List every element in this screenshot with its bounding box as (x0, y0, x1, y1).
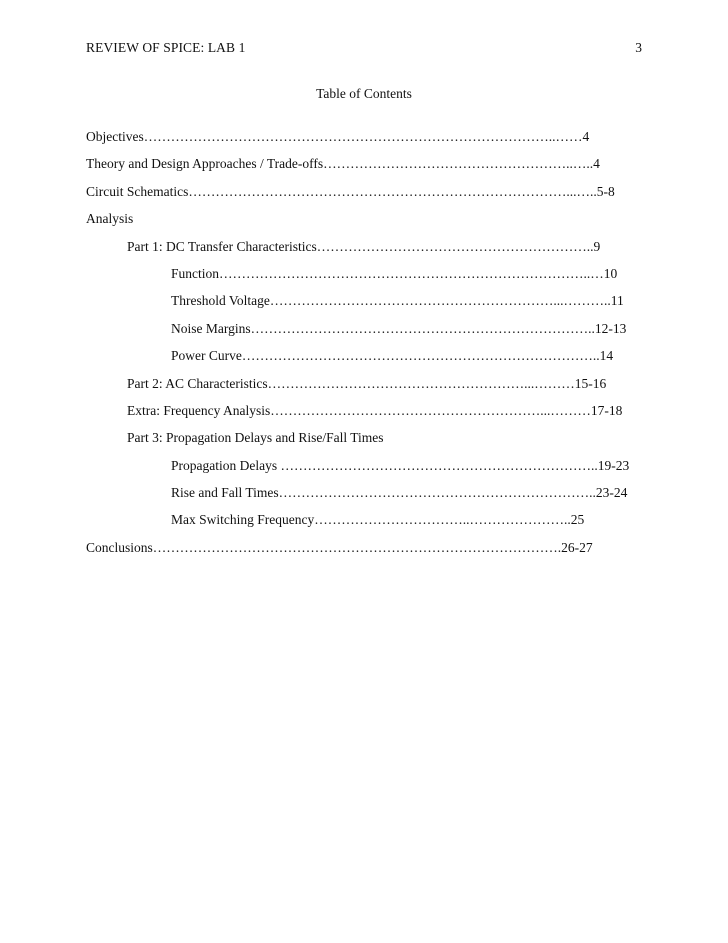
toc-leader: ………………………………………………..….. (323, 156, 594, 172)
toc-entry-conclusions (86, 539, 646, 566)
toc-leader: …………………………………………………………….. (280, 457, 598, 473)
toc-entry-page: 26-27 (561, 539, 593, 555)
toc-entry-page: 12-13 (594, 320, 627, 336)
toc-entry-page: 11 (610, 293, 624, 309)
toc-heading: Table of Contents (316, 86, 412, 101)
toc-leader: ………………………………………………………………………………..…… (143, 129, 583, 144)
toc-entry-label: Power Curve (171, 348, 242, 364)
toc-entry-threshold-voltage (86, 292, 646, 319)
toc-leader: …………………………………………………….. (316, 238, 594, 254)
toc-leader: …………………………………………………...……… (267, 375, 575, 391)
toc-entry-noise-margins (86, 320, 646, 347)
toc-entry-page: 5-8 (596, 183, 615, 199)
toc-entry-analysis (86, 210, 646, 237)
toc-entry-label: Threshold Voltage (171, 293, 270, 309)
toc-entry-page: 9 (593, 238, 601, 254)
toc-entry-label: Part 1: DC Transfer Characteristics (127, 238, 317, 254)
toc-leader: ……………………………..………………….. (314, 512, 571, 528)
toc-entry-page: 4 (593, 156, 600, 172)
toc-entry-page: 25 (570, 512, 585, 528)
toc-entry-label: Rise and Fall Times (171, 485, 279, 501)
toc-entry-label: Function (171, 265, 220, 281)
toc-entry-page: 17-18 (590, 402, 623, 418)
toc-leader: ………………………………………………………………………………. (152, 539, 562, 555)
toc-entry-page: 10 (603, 265, 618, 281)
toc-entry-objectives (86, 128, 646, 155)
toc-entry-theory (86, 155, 646, 182)
toc-entry-label: Objectives (86, 129, 144, 144)
page-number: 3 (635, 40, 642, 55)
running-head-title: REVIEW OF SPICE: LAB 1 (86, 40, 246, 55)
table-of-contents (86, 128, 646, 566)
toc-leader: ………………………………………………………………….. (250, 320, 595, 336)
toc-entry-label: Circuit Schematics (86, 183, 189, 199)
toc-entry-circuit-schematics (86, 183, 646, 210)
toc-leader: …………………………………………………………….. (278, 485, 596, 501)
toc-entry-part3 (86, 429, 646, 456)
toc-entry-propagation-delays (86, 457, 646, 484)
toc-leader: …………………………………………………………………………...….. (188, 183, 597, 199)
toc-entry-extra (86, 402, 646, 429)
toc-entry-label: Propagation Delays (171, 457, 281, 473)
toc-entry-rise-fall-times (86, 484, 646, 511)
toc-entry-label: Part 2: AC Characteristics (127, 375, 268, 391)
toc-leader: ………………………………………………………...……….. (269, 293, 611, 309)
toc-leader: ……………………………………………………...……… (270, 402, 591, 418)
toc-entry-label: Max Switching Frequency (171, 512, 315, 528)
toc-entry-label: Part 3: Propagation Delays and Rise/Fall Times (127, 430, 384, 446)
toc-entry-label: Conclusions (86, 539, 153, 555)
toc-entry-function (86, 265, 646, 292)
toc-entry-max-switching (86, 511, 646, 538)
toc-entry-label: Analysis (86, 211, 134, 227)
toc-entry-label: Theory and Design Approaches / Trade-offs (86, 156, 324, 172)
toc-entry-page: 4 (582, 129, 590, 144)
toc-entry-part2 (86, 375, 646, 402)
toc-entry-label: Noise Margins (171, 320, 251, 336)
toc-entry-power-curve (86, 347, 646, 374)
toc-entry-page: 14 (599, 348, 614, 364)
toc-leader: ………………………………………………………………………..… (219, 265, 604, 281)
running-head (86, 40, 642, 58)
toc-leader: …………………………………………………………………….. (241, 348, 600, 364)
toc-entry-label: Extra: Frequency Analysis (127, 402, 271, 418)
toc-entry-page: 15-16 (574, 375, 607, 391)
toc-entry-part1 (86, 238, 646, 265)
toc-entry-page: 19-23 (597, 457, 630, 473)
toc-entry-page: 23-24 (595, 485, 628, 501)
